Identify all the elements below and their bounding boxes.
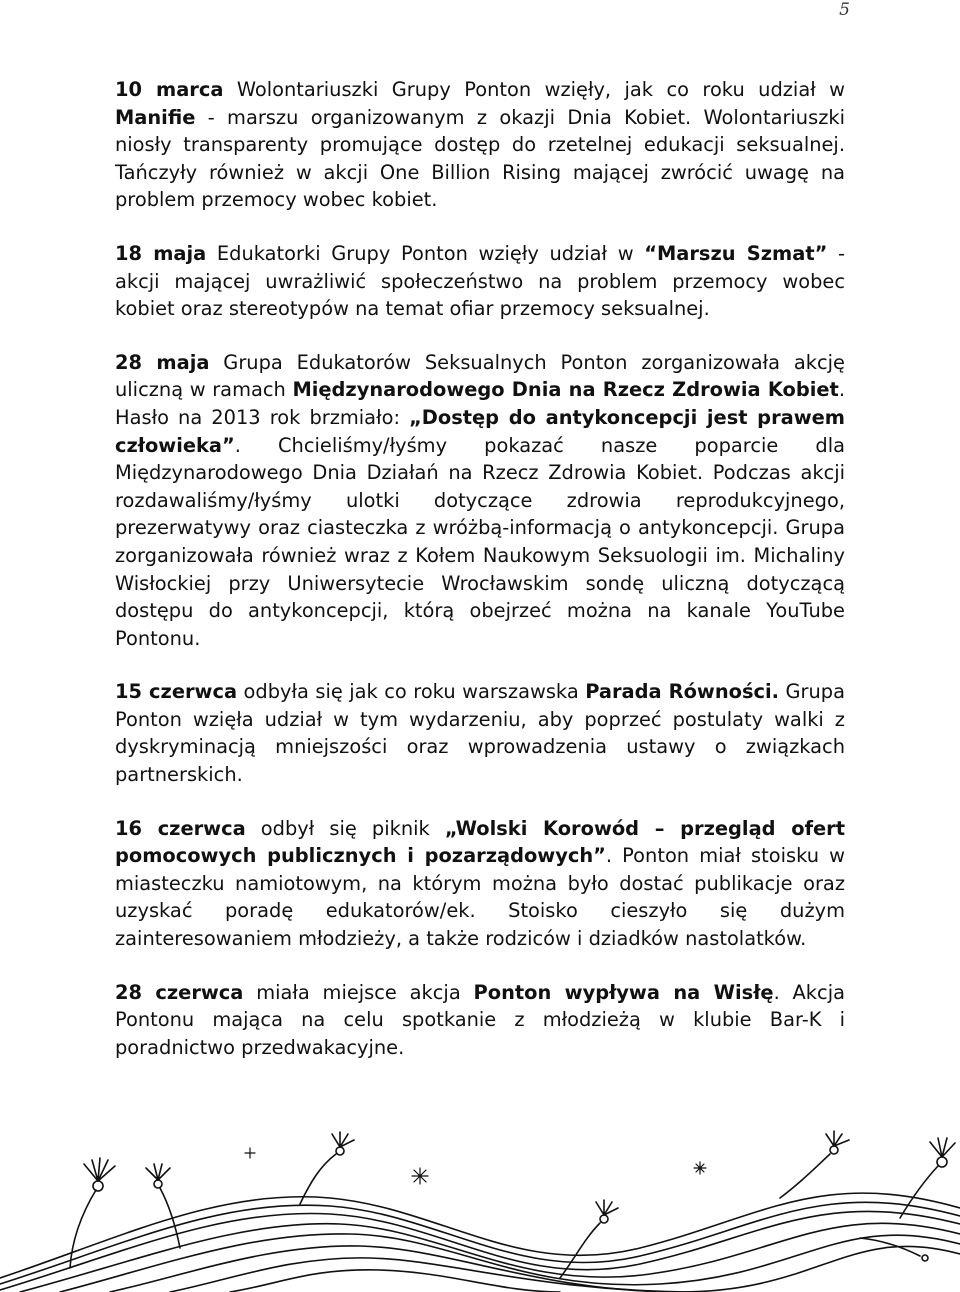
event-name: Parada Równości. [585, 680, 780, 704]
date-label: 10 marca [115, 78, 224, 101]
paragraph-text: . Akcja Pontonu mająca na celu spotkanie z młodzieżą w klubie Bar-K i poradnictwo przedwakacyjne. [115, 980, 845, 1059]
event-name: Ponton wypływa na Wisłę [473, 980, 774, 1004]
event-name: „Wolski Korowód – przegląd ofert pomocowych publicznych i pozarządowych” [115, 816, 845, 868]
date-label: 28 czerwca [115, 980, 244, 1004]
paragraph-15-czerwca [115, 678, 845, 788]
flowers [70, 1131, 955, 1278]
date-label: 16 czerwca [115, 816, 246, 840]
event-name: Manifie [115, 105, 196, 129]
paragraph-28-maja [115, 349, 845, 653]
paragraph-28-czerwca [115, 979, 845, 1062]
paragraph-text: Grupa Ponton wzięła udział w tym wydarzeniu, aby poprzeć postulaty walki z dyskryminacją mniejszości oraz wprowadzenia ustawy o związkach partnerskich. [115, 680, 845, 787]
date-label: 15 czerwca [115, 680, 238, 704]
paragraph-text: . Chcieliśmy/łyśmy pokazać nasze poparcie dla Międzynarodowego Dnia Działań na Rzecz Zdrowia Kobiet. Podczas akcji rozdawaliśmy/łyśmy ulotki dotyczące zdrowia reprodukcyjnego, prezerwatywy oraz ciasteczka z wróżbą-informacją o antykoncepcji. Grupa zorganizowała również wraz z Kołem Naukowym Seksuologii im. Michaliny Wisłockiej przy Uniwersytecie Wrocławskim sondę uliczną dotyczącą dostępu do antykoncepcji, którą obejrzeć można na kanale YouTube Pontonu. [115, 433, 845, 650]
paragraph-text: Grupa Edukatorów Seksualnych Ponton zorganizowała akcję uliczną w ramach [115, 350, 845, 402]
paragraph-text: - marszu organizowanym z okazji Dnia Kobiet. Wolontariuszki niosły transparenty promujące dostęp do rzetelnej edukacji seksualnej. Tańczyły również w akcji One Billion Rising mającej zwrócić uwagę na problem przemocy wobec kobiet. [115, 105, 845, 212]
paragraph-text: - akcji mającej uwrażliwić społeczeństwo na problem przemocy wobec kobiet oraz stereotypów na temat ofiar przemocy seksualnej. [115, 241, 846, 321]
event-name: Międzynarodowego Dnia na Rzecz Zdrowia Kobiet [292, 378, 839, 402]
paragraph-text: odbyła się jak co roku warszawska [237, 680, 586, 704]
paragraph-16-czerwca [115, 815, 845, 953]
paragraph-text: Wolontariuszki Grupy Ponton wzięły, jak co roku udział w [223, 78, 846, 101]
paragraph-18-maja [115, 240, 845, 323]
floral-line-art-decoration [0, 1128, 960, 1292]
paragraph-text: Edukatorki Grupy Ponton wzięły udział w [206, 241, 645, 265]
paragraph-text: odbył się piknik [245, 816, 445, 840]
paragraph-text: miała miejsce akcja [243, 980, 474, 1004]
date-label: 28 maja [115, 350, 210, 374]
document-body [115, 76, 845, 1087]
paragraph-text: . Ponton miał stoisku w miasteczku namiotowym, na którym można było dostać publikacje oraz uzyskać poradę edukatorów/ek. Stoisko cieszyło się dużym zainteresowaniem młodzieży, a także rodziców i dziadków nastolatków. [115, 844, 845, 951]
date-label: 18 maja [115, 241, 207, 265]
page-number: 5 [839, 0, 850, 20]
event-name: “Marszu Szmat” [644, 241, 828, 265]
paragraph-10-marca [115, 76, 845, 214]
wave-lines [0, 1193, 960, 1292]
slogan: „Dostęp do antykoncepcji jest prawem człowieka” [115, 405, 845, 457]
paragraph-text: . Hasło na 2013 rok brzmiało: [115, 378, 845, 429]
